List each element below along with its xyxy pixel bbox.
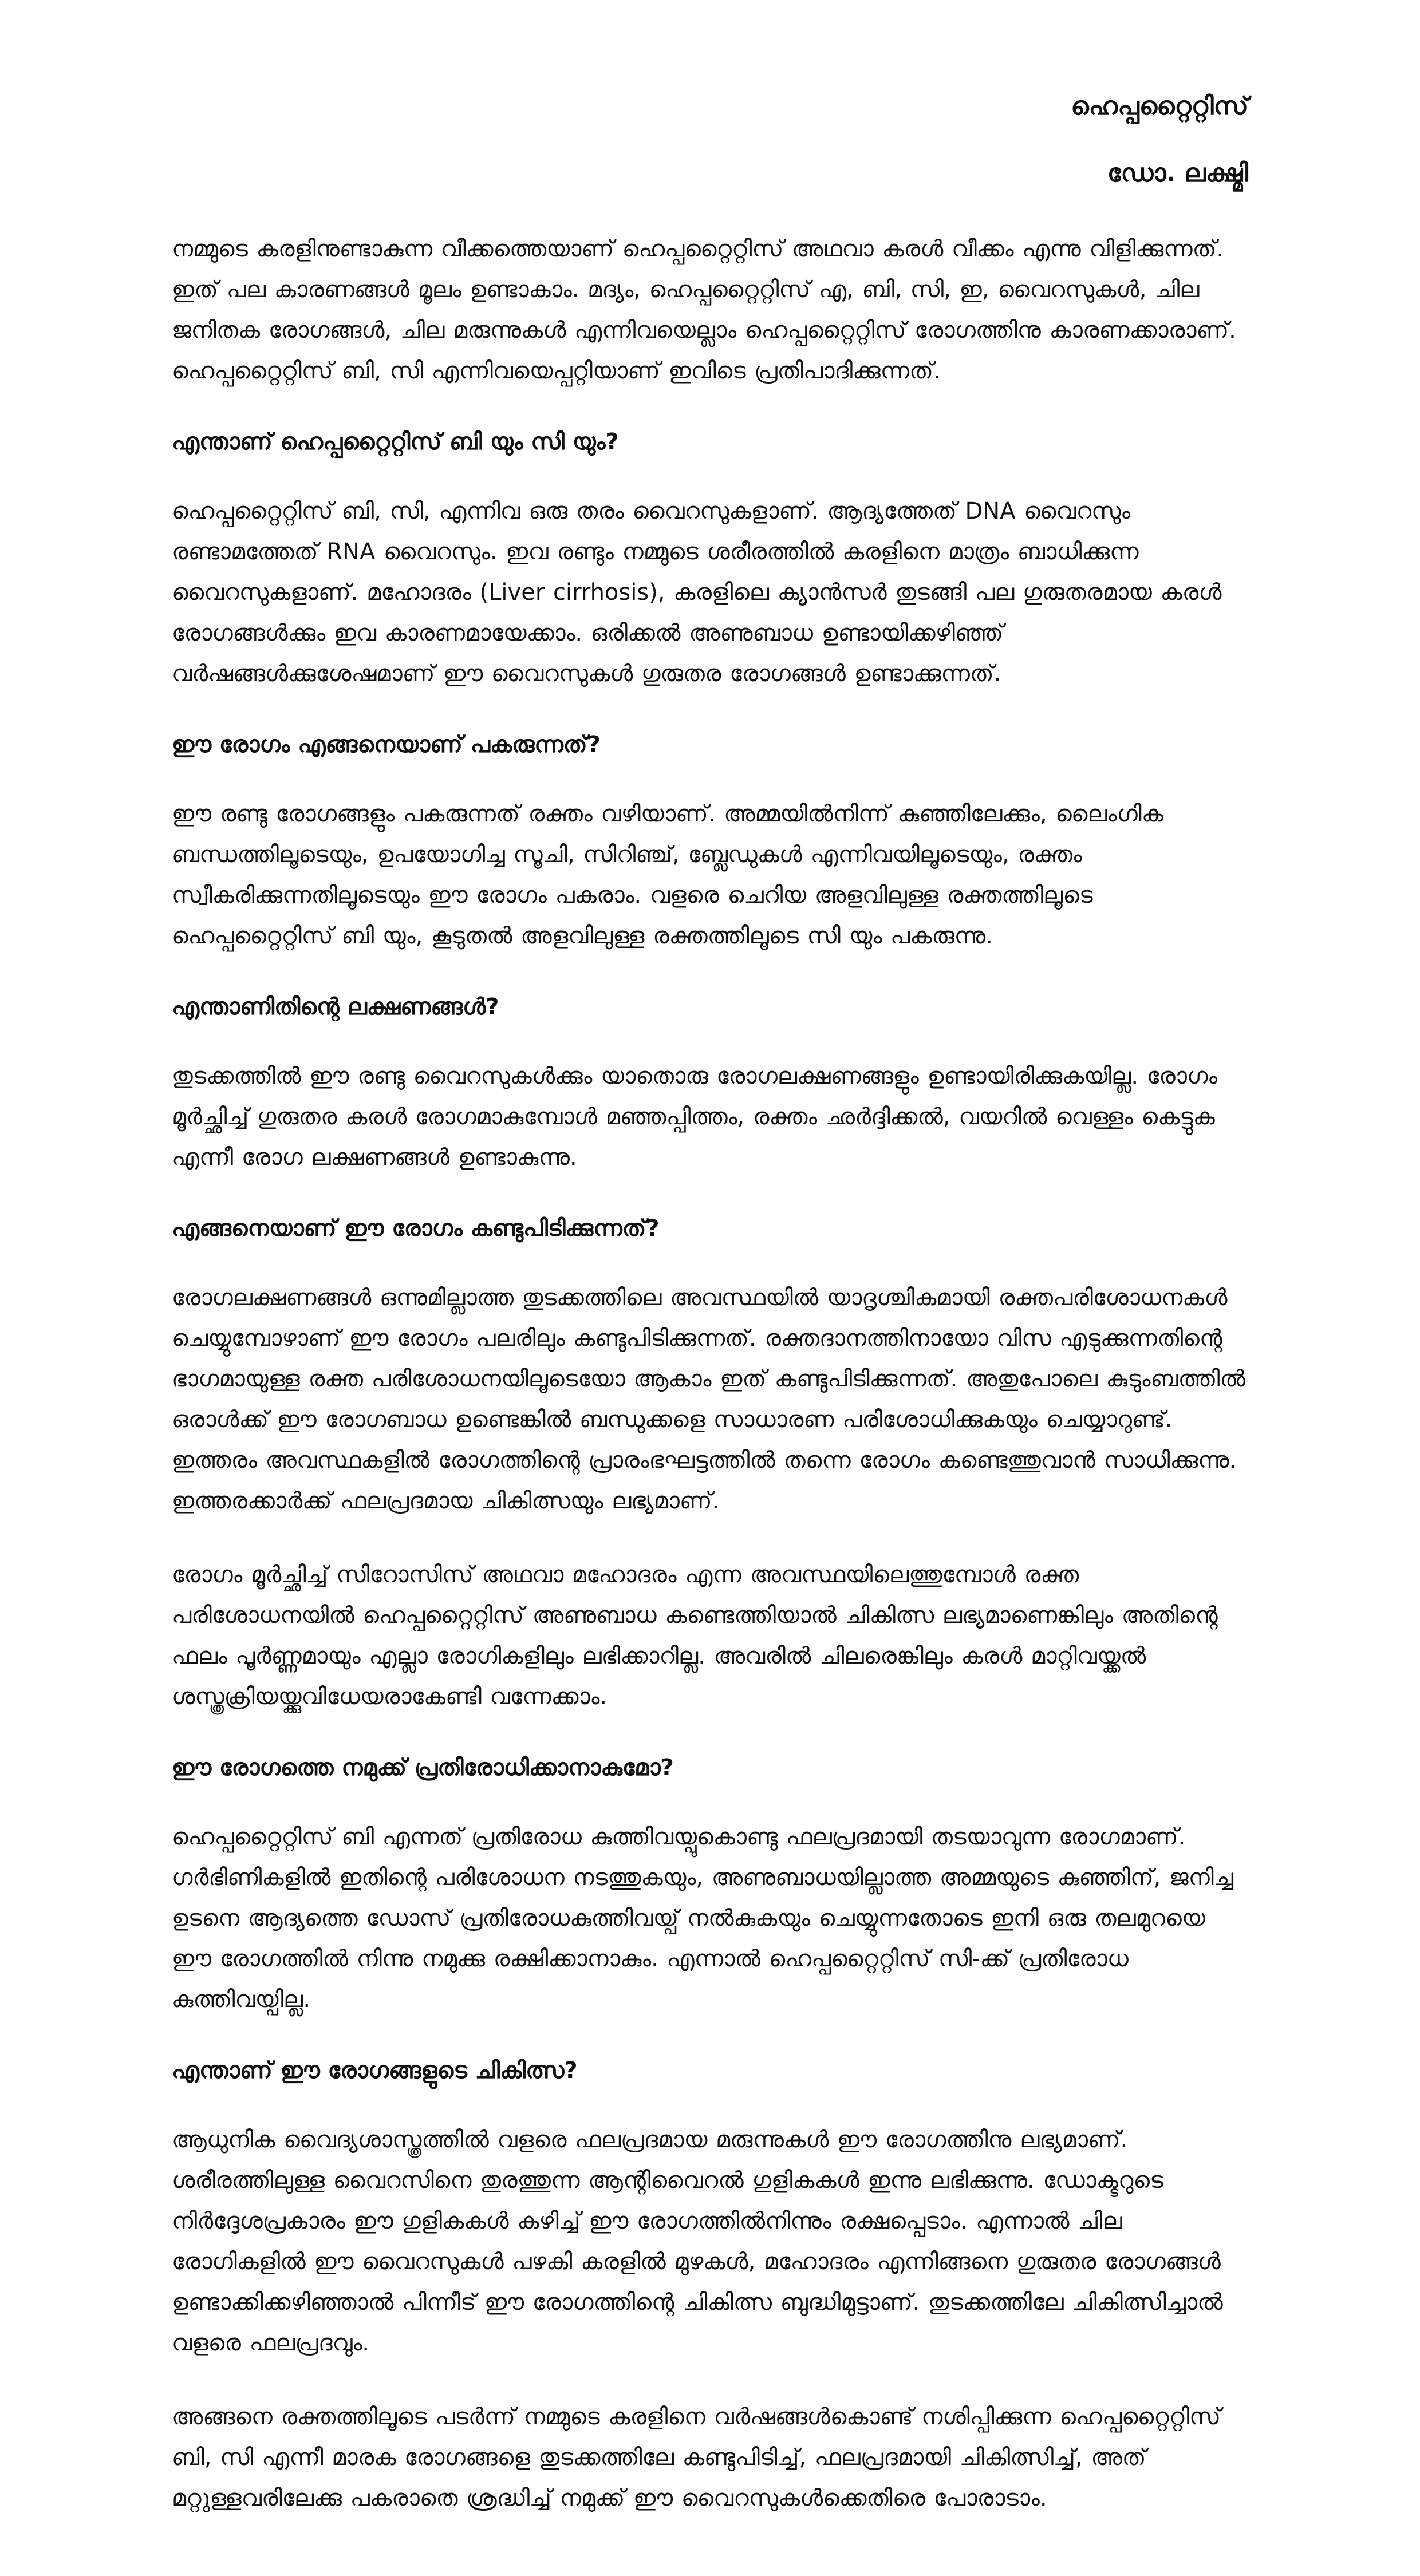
section-paragraph-prevention: ഹെപ്പറ്റൈറ്റിസ് ബി എന്നത് പ്രതിരോധ കുത്തിവയ്പുകൊണ്ടു ഫലപ്രദമായി തടയാവുന്ന രോഗമാണ്. ഗർഭിണികളിൽ ഇതിന്റെ പരിശോധന നടത്തുകയും, അണുബാധയില്ലാത്ത അമ്മയുടെ കുഞ്ഞിന്, ജനിച്ച ഉടനെ ആദ്യത്തെ ഡോസ് പ്രതിരോധകുത്തിവയ്പ് നൽകുകയും ചെയ്യുന്നതോടെ ഇനി ഒരു തലമുറയെ ഈ രോഗത്തിൽ നിന്നു നമുക്കു രക്ഷിക്കാനാകും. എന്നാൽ ഹെപ്പറ്റൈറ്റിസ് സി-ക്ക് പ്രതിരോധ കുത്തിവയ്പില്ല. [172, 1823, 1234, 2013]
section-heading-what-is: എന്താണ് ഹെപ്പറ്റൈറ്റിസ് ബി യും സി യും? [172, 428, 619, 455]
section-paragraph-transmission: ഈ രണ്ടു രോഗങ്ങളും പകരുന്നത് രക്തം വഴിയാണ്. അമ്മയിൽനിന്ന് കുഞ്ഞിലേക്കും, ലൈംഗിക ബന്ധത്തിലൂടെയും, ഉപയോഗിച്ച സൂചി, സിറിഞ്ച്, ബ്ലേഡുകൾ എന്നിവയിലൂടെയും, രക്തം സ്വീകരിക്കുന്നതിലൂടെയും ഈ രോഗം പകരാം. വളരെ ചെറിയ അളവിലുള്ള രക്തത്തിലൂടെ ഹെപ്പറ്റൈറ്റിസ് ബി യും, കൂടുതൽ അളവിലുള്ള രക്തത്തിലൂടെ സി യും പകരുന്നു. [172, 800, 1164, 949]
section-paragraph-treatment-2: അങ്ങനെ രക്തത്തിലൂടെ പടർന്ന് നമ്മുടെ കരളിനെ വർഷങ്ങൾകൊണ്ട് നശിപ്പിക്കുന്ന ഹെപ്പറ്റൈറ്റിസ് ബി, സി എന്നീ മാരക രോഗങ്ങളെ തുടക്കത്തിലേ കണ്ടുപിടിച്ച്, ഫലപ്രദമായി ചികിത്സിച്ച്, അത് മറ്റുള്ളവരിലേക്കു പകരാതെ ശ്രദ്ധിച്ച് നമുക്ക് ഈ വൈറസുകൾക്കെതിരെ പോരാടാം. [172, 2403, 1221, 2511]
document-author: ഡോ. ലക്ഷ്മി [1107, 158, 1248, 188]
section-paragraph-diagnosis-1: രോഗലക്ഷണങ്ങൾ ഒന്നുമില്ലാത്ത തുടക്കത്തിലെ അവസ്ഥയിൽ യാദൃശ്ചികമായി രക്തപരിശോധനകൾ ചെയ്യുമ്പോഴാണ് ഈ രോഗം പലരിലും കണ്ടുപിടിക്കുന്നത്. രക്തദാനത്തിനായോ വിസ എടുക്കുന്നതിന്റെ ഭാഗമായുള്ള രക്ത പരിശോധനയിലൂടെയോ ആകാം ഇത് കണ്ടുപിടിക്കുന്നത്. അതുപോലെ കുടുംബത്തിൽ ഒരാൾക്ക് ഈ രോഗബാധ ഉണ്ടെങ്കിൽ ബന്ധുക്കളെ സാധാരണ പരിശോധിക്കുകയും ചെയ്യാറുണ്ട്. ഇത്തരം അവസ്ഥകളിൽ രോഗത്തിന്റെ പ്രാരംഭഘട്ടത്തിൽ തന്നെ രോഗം കണ്ടെത്തുവാൻ സാധിക്കുന്നു. ഇത്തരക്കാർക്ക് ഫലപ്രദമായ ചികിത്സയും ലഭ്യമാണ്. [172, 1284, 1246, 1514]
title-block [172, 92, 1248, 189]
section-heading-transmission: ഈ രോഗം എങ്ങനെയാണ് പകരുന്നത്? [172, 731, 601, 758]
document-title: ഹെപ്പറ്റൈറ്റിസ് [1071, 92, 1248, 121]
section-paragraph-diagnosis-2: രോഗം മൂർച്ഛിച്ച് സിറോസിസ് അഥവാ മഹോദരം എന്ന അവസ്ഥയിലെത്തുമ്പോൾ രക്ത പരിശോധനയിൽ ഹെപ്പറ്റൈറ്റിസ് അണുബാധ കണ്ടെത്തിയാൽ ചികിത്സ ലഭ്യമാണെങ്കിലും അതിന്റെ ഫലം പൂർണ്ണമായും എല്ലാ രോഗികളിലും ലഭിക്കാറില്ല. അവരിൽ ചിലരെങ്കിലും കരൾ മാറ്റിവയ്ക്കൽ ശസ്ത്രക്രിയയ്ക്കുവിധേയരാകേണ്ടി വന്നേക്കാം. [172, 1561, 1218, 1710]
section-heading-prevention: ഈ രോഗത്തെ നമുക്ക് പ്രതിരോധിക്കാനാകുമോ? [172, 1754, 674, 1781]
section-heading-treatment: എന്താണ് ഈ രോഗങ്ങളുടെ ചികിത്സ? [172, 2057, 578, 2084]
section-heading-symptoms: എന്താണിതിന്റെ ലക്ഷണങ്ങൾ? [172, 993, 499, 1020]
section-paragraph-what-is: ഹെപ്പറ്റൈറ്റിസ് ബി, സി, എന്നിവ ഒരു തരം വൈറസുകളാണ്. ആദ്യത്തേത് DNA വൈറസും രണ്ടാമത്തേത് RNA വൈറസും. ഇവ രണ്ടും നമ്മുടെ ശരീരത്തിൽ കരളിനെ മാത്രം ബാധിക്കുന്ന വൈറസുകളാണ്. മഹോദരം (Liver cirrhosis), കരളിലെ ക്യാൻസർ തുടങ്ങി പല ഗുരുതരമായ കരൾ രോഗങ്ങൾക്കും ഇവ കാരണമായേക്കാം. ഒരിക്കൽ അണുബാധ ഉണ്ടായിക്കഴിഞ്ഞ് വർഷങ്ങൾക്കുശേഷമാണ് ഈ വൈറസുകൾ ഗുരുതര രോഗങ്ങൾ ഉണ്ടാക്കുന്നത്. [172, 497, 1222, 687]
section-heading-diagnosis: എങ്ങനെയാണ് ഈ രോഗം കണ്ടുപിടിക്കുന്നത്? [172, 1215, 660, 1242]
section-paragraph-symptoms: തുടക്കത്തിൽ ഈ രണ്ടു വൈറസുകൾക്കും യാതൊരു രോഗലക്ഷണങ്ങളും ഉണ്ടായിരിക്കുകയില്ല. രോഗം മൂർച്ഛിച്ച് ഗുരുതര കരൾ രോഗമാകുമ്പോൾ മഞ്ഞപ്പിത്തം, രക്തം ഛർദ്ദിക്കൽ, വയറിൽ വെള്ളം കെട്ടുക എന്നീ രോഗ ലക്ഷണങ്ങൾ ഉണ്ടാകുന്നു. [172, 1062, 1218, 1171]
intro-paragraph: നമ്മുടെ കരളിനുണ്ടാകുന്ന വീക്കത്തെയാണ് ഹെപ്പറ്റൈറ്റിസ് അഥവാ കരൾ വീക്കം എന്നു വിളിക്കുന്നത്. ഇത് പല കാരണങ്ങൾ മൂലം ഉണ്ടാകാം. മദ്യം, ഹെപ്പറ്റൈറ്റിസ് എ, ബി, സി, ഇ, വൈറസുകൾ, ചില ജനിതക രോഗങ്ങൾ, ചില മരുന്നുകൾ എന്നിവയെല്ലാം ഹെപ്പറ്റൈറ്റിസ് രോഗത്തിനു കാരണക്കാരാണ്. ഹെപ്പറ്റൈറ്റിസ് ബി, സി എന്നിവയെപ്പറ്റിയാണ് ഇവിടെ പ്രതിപാദിക്കുന്നത്. [172, 235, 1236, 384]
section-paragraph-treatment-1: ആധുനിക വൈദ്യശാസ്ത്രത്തിൽ വളരെ ഫലപ്രദമായ മരുന്നുകൾ ഈ രോഗത്തിനു ലഭ്യമാണ്. ശരീരത്തിലുള്ള വൈറസിനെ തുരത്തുന്ന ആന്റിവൈറൽ ഗുളികകൾ ഇന്നു ലഭിക്കുന്നു. ഡോക്ടറുടെ നിർദ്ദേശപ്രകാരം ഈ ഗുളികകൾ കഴിച്ച് ഈ രോഗത്തിൽനിന്നും രക്ഷപ്പെടാം. എന്നാൽ ചില രോഗികളിൽ ഈ വൈറസുകൾ പഴകി കരളിൽ മുഴകൾ, മഹോദരം എന്നിങ്ങനെ ഗുരുതര രോഗങ്ങൾ ഉണ്ടാക്കിക്കഴിഞ്ഞാൽ പിന്നീട് ഈ രോഗത്തിന്റെ ചികിത്സ ബുദ്ധിമുട്ടാണ്. തുടക്കത്തിലേ ചികിത്സിച്ചാൽ വളരെ ഫലപ്രദവും. [172, 2126, 1223, 2356]
